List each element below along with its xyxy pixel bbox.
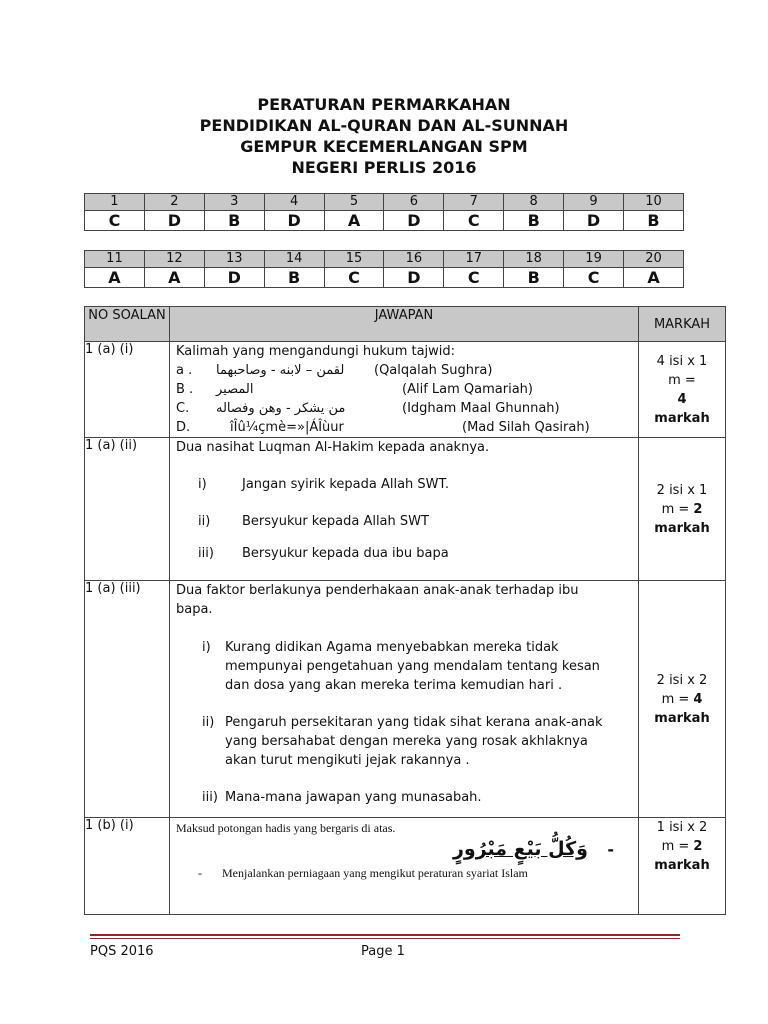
answer-letter: B — [504, 268, 564, 288]
answer-cell — [170, 581, 639, 818]
item-text: Pengaruh persekitaran yang tidak sihat kerana anak-anak — [225, 715, 603, 730]
answer-letter: A — [85, 268, 145, 288]
answer-item — [176, 788, 638, 807]
mark-line — [639, 500, 725, 519]
header-markah: MARKAH — [639, 307, 726, 342]
item-answer: (Qalqalah Sughra) — [374, 363, 493, 378]
answer-intro: bapa. — [176, 602, 213, 617]
answer-letter: D — [204, 268, 264, 288]
answer-letter: C — [444, 268, 504, 288]
question-no: 1 (a) (i) — [85, 342, 170, 438]
table-row — [85, 818, 726, 915]
title-line-3: GEMPUR KECEMERLANGAN SPM — [240, 137, 528, 156]
answer-item — [176, 638, 638, 695]
mark-text: 2 isi x 2 — [656, 672, 708, 688]
answer-cell — [170, 438, 639, 581]
question-number: 8 — [504, 194, 564, 211]
item-answer: (Alif Lam Qamariah) — [402, 382, 533, 397]
mark-text: m = — [661, 839, 694, 854]
answer-letter: C — [324, 268, 384, 288]
question-number: 13 — [204, 251, 264, 268]
markah-cell — [639, 438, 726, 581]
answer-letter: D — [384, 268, 444, 288]
answer-letter: D — [564, 211, 624, 231]
answer-intro: Dua nasihat Luqman Al-Hakim kepada anaknya. — [176, 440, 490, 455]
footer-rule — [90, 938, 680, 939]
table-row — [85, 581, 726, 818]
question-number: 5 — [324, 194, 384, 211]
item-label: ii) — [202, 715, 215, 730]
question-number: 12 — [144, 251, 204, 268]
question-number: 1 — [85, 194, 145, 211]
answer-letter: D — [384, 211, 444, 231]
question-number: 10 — [624, 194, 684, 211]
question-number: 17 — [444, 251, 504, 268]
answer-letter: A — [144, 268, 204, 288]
answer-letter: B — [204, 211, 264, 231]
answer-letter: C — [564, 268, 624, 288]
item-text: Menjalankan perniagaan yang mengikut peraturan syariat Islam — [222, 866, 528, 880]
question-number: 11 — [85, 251, 145, 268]
answer-item — [176, 512, 638, 531]
mark-text: markah — [654, 520, 710, 536]
question-number: 18 — [504, 251, 564, 268]
arabic-text: من يشكر - وهن وفصاله — [216, 401, 346, 416]
mark-value: 4 — [677, 391, 687, 407]
mark-text: markah — [654, 410, 710, 426]
item-text: akan turut mengikuti jejak rakannya . — [225, 753, 470, 768]
answer-cell — [170, 818, 639, 915]
item-label: iii) — [198, 546, 214, 561]
answer-letter: C — [85, 211, 145, 231]
answer-intro: Kalimah yang mengandungi hukum tajwid: — [176, 344, 456, 359]
item-text: yang bersahabat dengan mereka yang rosak akhlaknya — [225, 734, 588, 749]
question-number: 6 — [384, 194, 444, 211]
bullet: - — [198, 866, 202, 880]
mark-text: m = — [668, 372, 696, 388]
mark-text: 4 isi x 1 — [656, 353, 708, 369]
answer-letter: A — [324, 211, 384, 231]
question-number: 20 — [624, 251, 684, 268]
markah-cell — [639, 342, 726, 438]
item-text: Bersyukur kepada Allah SWT — [242, 514, 429, 529]
item-text: mempunyai pengetahuan yang mendalam tentang kesan — [225, 659, 600, 674]
answer-letter: D — [144, 211, 204, 231]
answer-item — [176, 475, 638, 494]
item-text: Bersyukur kepada dua ibu bapa — [242, 546, 449, 561]
question-number: 4 — [264, 194, 324, 211]
answer-item — [176, 380, 638, 399]
title-line-1: PERATURAN PERMARKAHAN — [257, 95, 511, 114]
arabic-text: المصير — [216, 382, 254, 397]
mark-text: 2 isi x 1 — [656, 482, 708, 498]
mark-value: 2 — [693, 501, 703, 517]
answer-item — [176, 544, 638, 563]
footer-left-text: PQS 2016 — [90, 944, 154, 959]
garbled-text: îÎû¼çmè=»|ÁÎùur — [230, 420, 344, 435]
objective-answer-table-1 — [84, 193, 684, 231]
item-label: a . — [176, 363, 193, 378]
hadith-arabic: وَكُلُّ بَيْعٍ مَبْرُورٍ — [452, 838, 588, 860]
item-text: dan dosa yang akan mereka terima kemudian hari . — [225, 678, 563, 693]
mark-value: 2 — [693, 839, 703, 854]
mark-value: 4 — [693, 691, 703, 707]
markah-cell — [639, 581, 726, 818]
item-text: Jangan syirik kepada Allah SWT. — [242, 477, 450, 492]
mark-line — [639, 837, 725, 856]
document-title — [0, 94, 768, 178]
item-label: i) — [198, 477, 207, 492]
answer-letter: A — [624, 268, 684, 288]
answer-letter: D — [264, 211, 324, 231]
table-row — [85, 342, 726, 438]
question-number: 14 — [264, 251, 324, 268]
question-number: 7 — [444, 194, 504, 211]
title-line-2: PENDIDIKAN AL-QURAN DAN AL-SUNNAH — [199, 116, 569, 135]
answer-item — [176, 399, 638, 418]
answer-letter: B — [624, 211, 684, 231]
mark-text: m = — [661, 691, 694, 707]
markah-cell — [639, 818, 726, 915]
question-number: 9 — [564, 194, 624, 211]
item-text: Kurang didikan Agama menyebabkan mereka tidak — [225, 640, 559, 655]
answer-cell — [170, 342, 639, 438]
header-jawapan: JAWAPAN — [170, 307, 639, 342]
question-no: 1 (b) (i) — [85, 818, 170, 915]
question-number: 15 — [324, 251, 384, 268]
item-text: Mana-mana jawapan yang munasabah. — [225, 790, 482, 805]
mark-text: 1 isi x 2 — [656, 820, 708, 835]
question-number: 16 — [384, 251, 444, 268]
question-number: 2 — [144, 194, 204, 211]
header-no-soalan: NO SOALAN — [85, 307, 170, 342]
mark-line — [639, 690, 725, 709]
table-row — [85, 438, 726, 581]
footer-rule — [90, 934, 680, 936]
answer-letter: B — [504, 211, 564, 231]
item-label: C. — [176, 401, 190, 416]
item-label: ii) — [198, 514, 211, 529]
answer-intro: Maksud potongan hadis yang bergaris di atas. — [176, 821, 396, 835]
answer-item — [176, 418, 638, 437]
hadith-line — [176, 838, 638, 864]
answer-item — [176, 361, 638, 380]
item-answer: (Idgham Maal Ghunnah) — [402, 401, 560, 416]
item-label: B . — [176, 382, 194, 397]
title-line-4: NEGERI PERLIS 2016 — [291, 158, 477, 177]
answer-letter: C — [444, 211, 504, 231]
arabic-text: لقمن – لابنه - وصاحبهما — [216, 363, 345, 378]
question-number: 3 — [204, 194, 264, 211]
item-answer: (Mad Silah Qasirah) — [462, 420, 590, 435]
objective-answer-table-2 — [84, 250, 684, 288]
mark-text: markah — [654, 858, 710, 873]
answer-intro: Dua faktor berlakunya penderhakaan anak-anak terhadap ibu — [176, 583, 579, 598]
footer-page-number: Page 1 — [361, 944, 405, 959]
item-label: iii) — [202, 790, 218, 805]
item-label: i) — [202, 640, 211, 655]
mark-text: markah — [654, 710, 710, 726]
question-no: 1 (a) (iii) — [85, 581, 170, 818]
question-number: 19 — [564, 251, 624, 268]
answer-item — [176, 713, 638, 770]
item-label: D. — [176, 420, 191, 435]
answer-item — [176, 864, 638, 883]
dash: - — [607, 840, 614, 859]
marking-scheme-table — [84, 306, 726, 915]
mark-text: m = — [661, 501, 694, 517]
answer-letter: B — [264, 268, 324, 288]
question-no: 1 (a) (ii) — [85, 438, 170, 581]
